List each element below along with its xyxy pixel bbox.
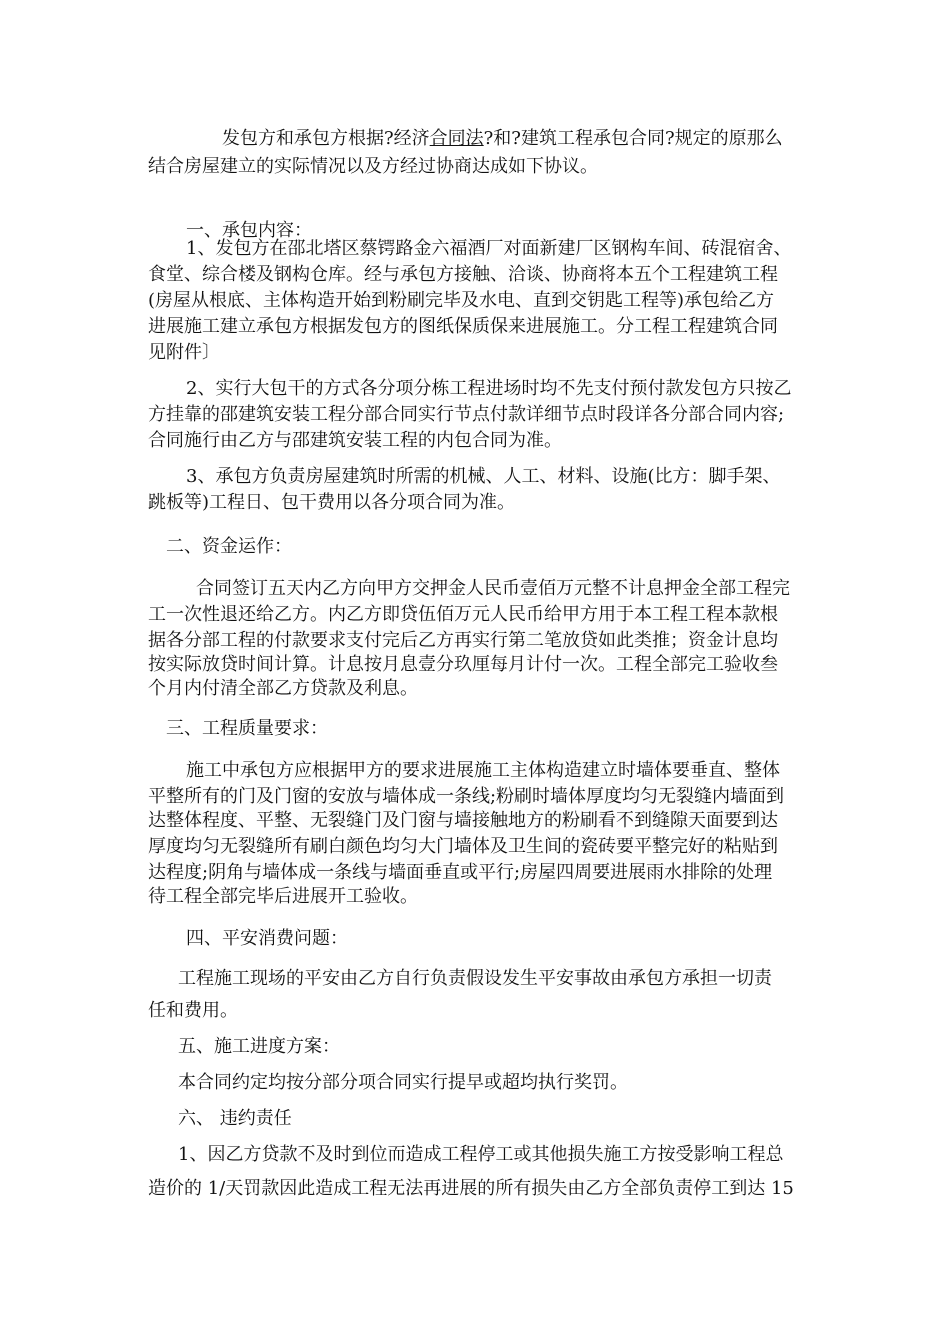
section-heading-2: 二、资金运作： bbox=[166, 536, 292, 557]
section5-line-1: 本合同约定均按分部分项合同实行提早或超均执行奖罚。 bbox=[178, 1072, 628, 1093]
item1-line-4: 进展施工建立承包方根据发包方的图纸保质保来进展施工。分工程工程建筑合同 bbox=[148, 316, 778, 337]
section6-line-1: 1、因乙方贷款不及时到位而造成工程停工或其他损失施工方按受影响工程总 bbox=[178, 1144, 784, 1165]
section3-line-2: 平整所有的门及门窗的安放与墙体成一条线;粉刷时墙体厚度均匀无裂缝内墙面到 bbox=[148, 786, 785, 807]
item1-line-5: 见附件〕 bbox=[148, 342, 220, 363]
section3-line-6: 待工程全部完毕后进展开工验收。 bbox=[148, 886, 418, 907]
item1-line-3: (房屋从根底、主体构造开始到粉刷完毕及水电、直到交钥匙工程等)承包给乙方 bbox=[148, 290, 775, 311]
item2-line-1: 2、实行大包干的方式各分项分栋工程进场时均不先支付预付款发包方只按乙 bbox=[186, 378, 792, 399]
intro-text: ?和?建筑工程承包合同?规定的原那么 bbox=[483, 128, 783, 149]
item2-line-3: 合同施行由乙方与邵建筑安装工程的内包合同为准。 bbox=[148, 430, 562, 451]
intro-line-2: 结合房屋建立的实际情况以及方经过协商达成如下协议。 bbox=[148, 156, 598, 177]
section2-line-1: 合同签订五天内乙方向甲方交押金人民币壹佰万元整不计息押金全部工程完 bbox=[196, 578, 790, 599]
section4-line-2: 任和费用。 bbox=[148, 1000, 238, 1021]
item1-line-2: 食堂、综合楼及钢构仓库。经与承包方接触、洽谈、协商将本五个工程建筑工程 bbox=[148, 264, 778, 285]
section3-line-5: 达程度;阴角与墙体成一条线与墙面垂直或平行;房屋四周要进展雨水排除的处理 bbox=[148, 862, 773, 883]
section2-line-5: 个月内付清全部乙方贷款及利息。 bbox=[148, 678, 418, 699]
section-heading-1: 一、承包内容： bbox=[186, 220, 312, 241]
item1-line-1: 1、发包方在邵北塔区蔡锷路金六福酒厂对面新建厂区钢构车间、砖混宿舍、 bbox=[186, 238, 792, 259]
intro-line-1 bbox=[222, 126, 783, 152]
item3-line-2: 跳板等)工程日、包干费用以各分项合同为准。 bbox=[148, 492, 516, 513]
section2-line-4: 按实际放贷时间计算。计息按月息壹分玖厘每月计付一次。工程全部完工验收叁 bbox=[148, 654, 778, 675]
section-heading-3: 三、工程质量要求： bbox=[166, 718, 328, 739]
section-heading-5: 五、施工进度方案： bbox=[178, 1036, 340, 1057]
section6-line-2: 造价的 1/天罚款因此造成工程无法再进展的所有损失由乙方全部负责停工到达 15 bbox=[148, 1178, 794, 1199]
item2-line-2: 方挂靠的邵建筑安装工程分部合同实行节点付款详细节点时段详各分部合同内容; bbox=[148, 404, 785, 425]
section2-line-3: 据各分部工程的付款要求支付完后乙方再实行第二笔放贷如此类推；资金计息均 bbox=[148, 630, 778, 651]
section2-line-2: 工一次性退还给乙方。内乙方即贷伍佰万元人民币给甲方用于本工程工程本款根 bbox=[148, 604, 778, 625]
section-heading-6: 六、 违约责任 bbox=[178, 1108, 292, 1129]
section-heading-4: 四、平安消费问题： bbox=[186, 928, 348, 949]
intro-text: 发包方和承包方根据?经济 bbox=[222, 128, 430, 149]
section4-line-1: 工程施工现场的平安由乙方自行负责假设发生平安事故由承包方承担一切责 bbox=[178, 968, 772, 989]
section3-line-4: 厚度均匀无裂缝所有刷白颜色均匀大门墙体及卫生间的瓷砖要平整完好的粘贴到 bbox=[148, 836, 778, 857]
contract-law-link[interactable]: 合同法 bbox=[429, 128, 484, 149]
section3-line-3: 达整体程度、平整、无裂缝门及门窗与墙接触地方的粉刷看不到缝隙天面要到达 bbox=[148, 810, 778, 831]
item3-line-1: 3、承包方负责房屋建筑时所需的机械、人工、材料、设施(比方：脚手架、 bbox=[186, 466, 781, 487]
section3-line-1: 施工中承包方应根据甲方的要求进展施工主体构造建立时墙体要垂直、整体 bbox=[186, 760, 780, 781]
